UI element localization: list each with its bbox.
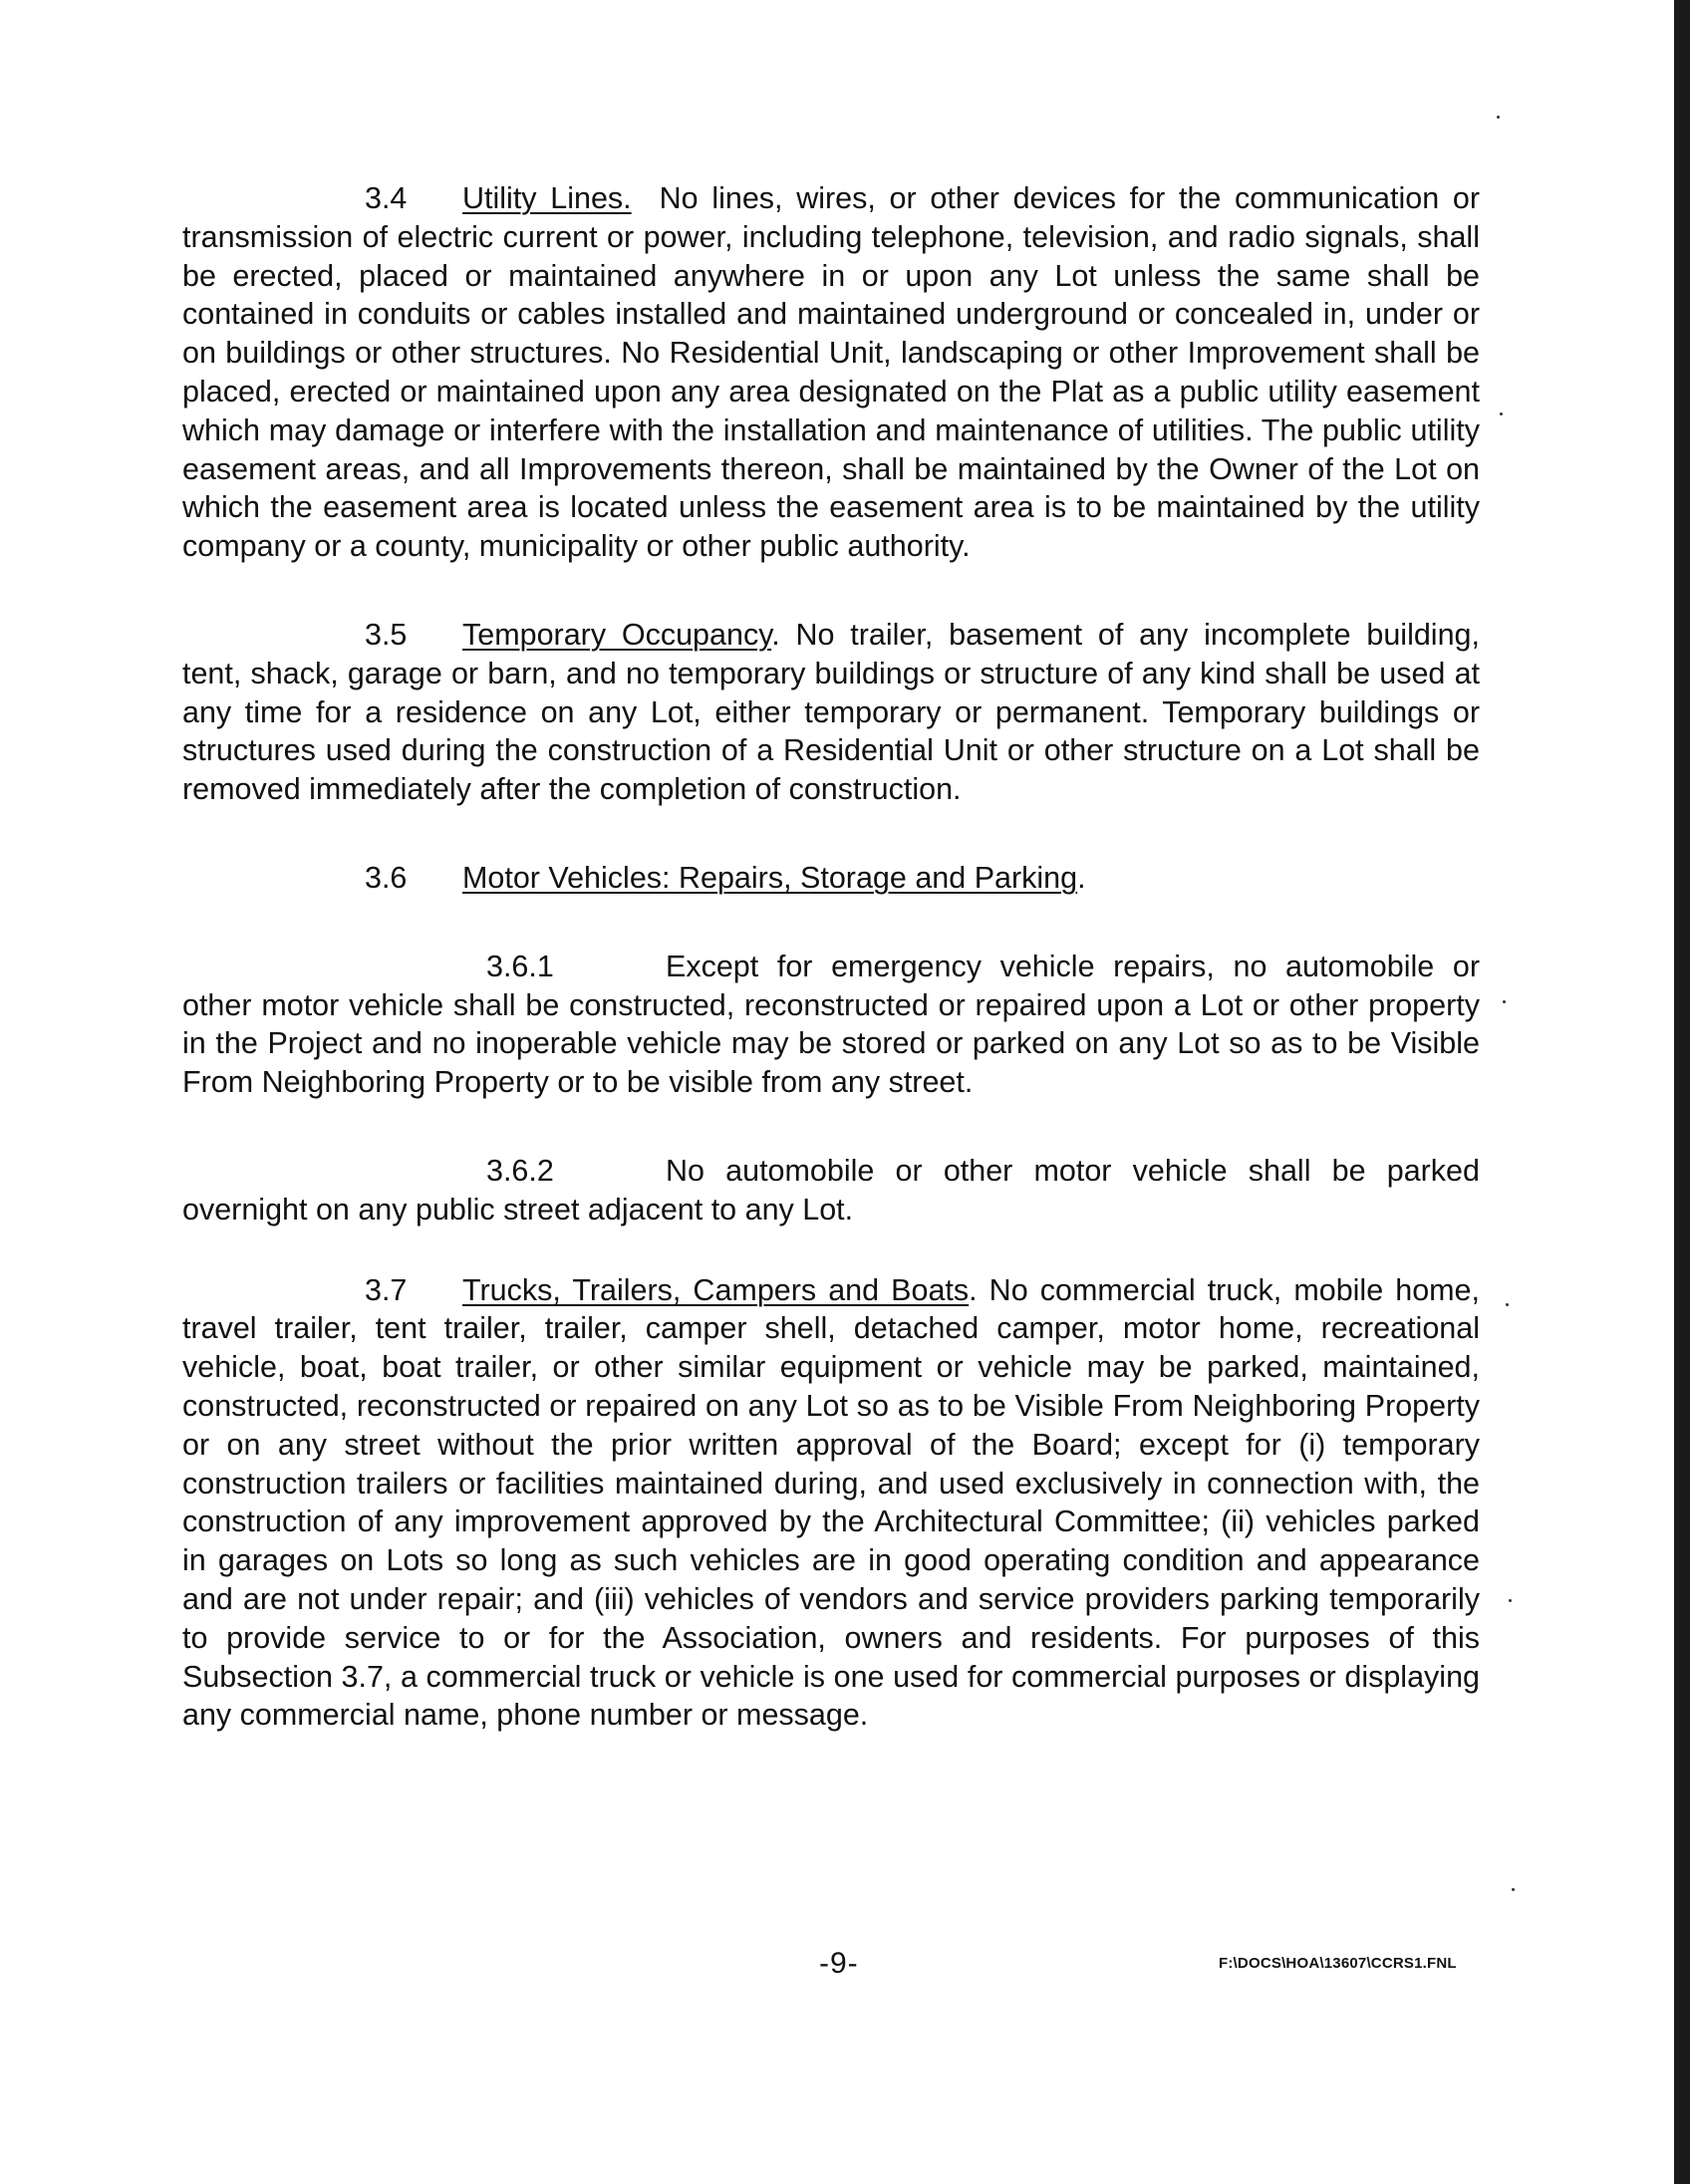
section-heading: Utility Lines. xyxy=(462,181,632,215)
scan-speck xyxy=(1512,1888,1515,1891)
file-path-label: F:\DOCS\HOA\13607\CCRS1.FNL xyxy=(1219,1955,1457,1972)
subsection-body: Except for emergency vehicle repairs, no automobile or other motor vehicle shall be constructed, reconstructed or repaired upon a Lot or other property in the Project and no inoperable vehicle may be stored or parked on any Lot so as to be Visible From Neighboring Property or to be visible from any street. xyxy=(182,949,1480,1100)
section-3-6-1 xyxy=(182,948,1480,1102)
section-heading: Temporary Occupancy xyxy=(462,617,772,652)
section-3-4 xyxy=(182,179,1480,566)
section-heading: Trucks, Trailers, Campers and Boats xyxy=(462,1272,970,1307)
section-3-5 xyxy=(182,616,1480,809)
scan-dark-edge xyxy=(1674,0,1690,2184)
section-3-6-2 xyxy=(182,1152,1480,1229)
section-3-6 xyxy=(182,859,1480,898)
scan-speck xyxy=(1506,1303,1509,1306)
document-page xyxy=(182,179,1480,1784)
scan-speck xyxy=(1509,1599,1512,1602)
subsection-body: No automobile or other motor vehicle shall be parked overnight on any public street adjacent to any Lot. xyxy=(182,1153,1480,1227)
subsection-number: 3.6.1 xyxy=(486,949,554,983)
section-number: 3.4 xyxy=(365,181,408,215)
page-footer xyxy=(0,1947,1690,1987)
section-body: No lines, wires, or other devices for the communication or transmission of electric current or power, including telephone, television, and radio signals, shall be erected, placed or maintained anywhere in or upon any Lot unless the same shall be contained in conduits or cables installed and maintained underground or concealed in, under or on buildings or other structures. No Residential Unit, landscaping or other Improvement shall be placed, erected or maintained upon any area designated on the Plat as a public utility easement which may damage or interfere with the installation and maintenance of utilities. The public utility easement areas, and all Improvements thereon, shall be maintained by the Owner of the Lot on which the easement area is located unless the easement area is to be maintained by the utility company or a county, municipality or other public authority. xyxy=(182,181,1480,564)
section-number: 3.6 xyxy=(365,860,408,895)
section-heading-suffix: . xyxy=(1077,860,1086,895)
section-3-7 xyxy=(182,1271,1480,1736)
section-number: 3.7 xyxy=(365,1272,408,1307)
scan-speck xyxy=(1503,1000,1506,1003)
page-number: -9- xyxy=(819,1947,859,1980)
scan-speck xyxy=(1500,412,1503,415)
section-heading: Motor Vehicles: Repairs, Storage and Parking xyxy=(462,860,1078,895)
scan-speck xyxy=(1497,116,1500,119)
subsection-number: 3.6.2 xyxy=(486,1153,554,1188)
section-body: . No commercial truck, mobile home, travel trailer, tent trailer, trailer, camper shell, detached camper, motor home, recreational vehicle, boat, boat trailer, or other similar equipment or vehicle may be parked, maintained, constructed, reconstructed or repaired on any Lot so as to be Visible From Neighboring Property or on any street without the prior written approval of the Board; except for (i) temporary construction trailers or facilities maintained during, and used exclusively in connection with, the construction of any improvement approved by the Architectural Committee; (ii) vehicles parked in garages on Lots so long as such vehicles are in good operating condition and appearance and are not under repair; and (iii) vehicles of vendors and service providers parking temporarily to provide service to or for the Association, owners and residents. For purposes of this Subsection 3.7, a commercial truck or vehicle is one used for commercial purposes or displaying any commercial name, phone number or message. xyxy=(182,1272,1480,1733)
section-number: 3.5 xyxy=(365,617,408,652)
section-body: . No trailer, basement of any incomplete building, tent, shack, garage or barn, and no temporary buildings or structure of any kind shall be used at any time for a residence on any Lot, either temporary or permanent. Temporary buildings or structures used during the construction of a Residential Unit or other structure on a Lot shall be removed immediately after the completion of construction. xyxy=(182,617,1480,807)
